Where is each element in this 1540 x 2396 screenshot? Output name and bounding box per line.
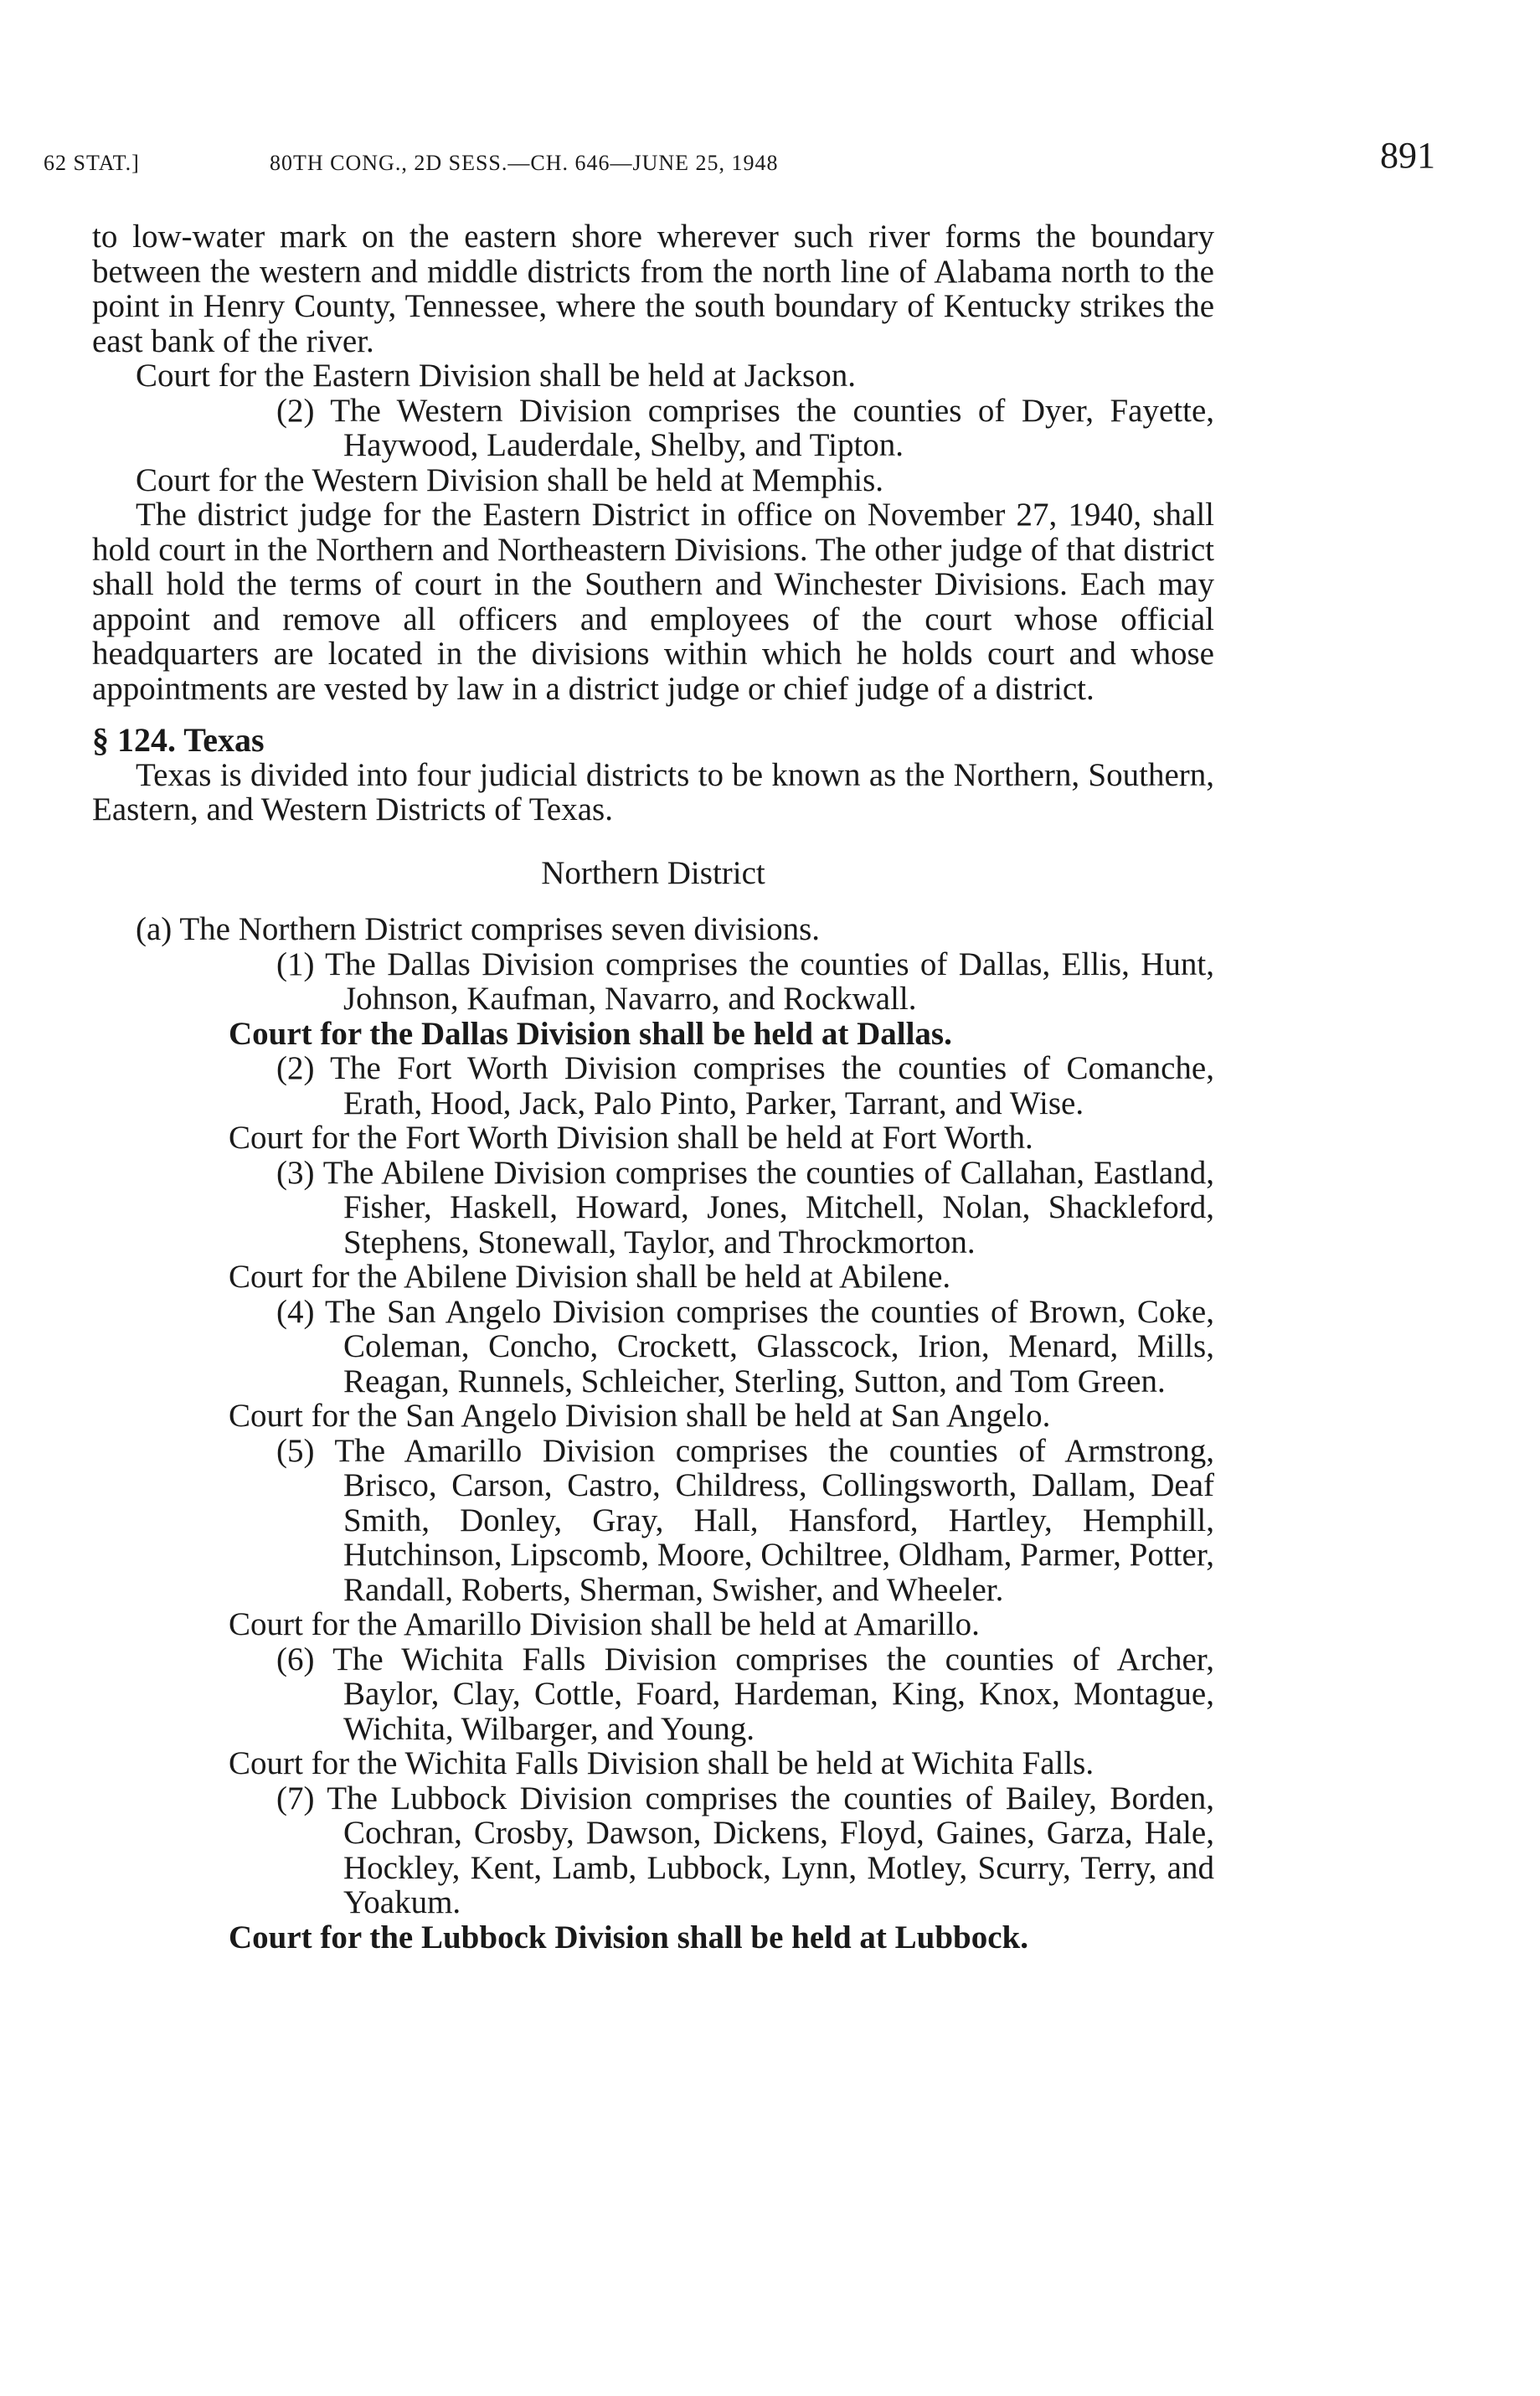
division-description: (2) The Fort Worth Division comprises the counties of Comanche, Erath, Hood, Jack, Palo Pinto, Parker, Tarrant, and Wise. (276, 1050, 1214, 1121)
district-subheading: Northern District (541, 854, 765, 891)
district-lead: (a) The Northern District comprises seven divisions. (136, 911, 821, 947)
section-heading: § 124. Texas (92, 721, 265, 759)
court-location: Court for the Fort Worth Division shall be held at Fort Worth. (229, 1120, 1033, 1156)
division-description: (2) The Western Division comprises the counties of Dyer, Fayette, Haywood, Lauderdale, Shelby, and Tipton. (276, 392, 1214, 463)
court-location: Court for the Dallas Division shall be held at Dallas. (229, 1015, 952, 1052)
court-location: Court for the Eastern Division shall be held at Jackson. (136, 358, 856, 394)
court-location: Court for the Wichita Falls Division shall be held at Wichita Falls. (229, 1745, 1094, 1781)
section-intro: Texas is divided into four judicial districts to be known as the Northern, Southern, Eastern, and Western Districts of Texas. (92, 756, 1214, 827)
court-location: Court for the Amarillo Division shall be held at Amarillo. (229, 1606, 980, 1642)
court-location: Court for the Abilene Division shall be held at Abilene. (229, 1259, 951, 1295)
court-location: Court for the Western Division shall be held at Memphis. (136, 461, 884, 498)
division-description: (3) The Abilene Division comprises the counties of Callahan, Eastland, Fisher, Haskell, Howard, Jones, Mitchell, Nolan, Shackleford, Stephens, Stonewall, Taylor, and Throckmorton. (276, 1154, 1214, 1260)
division-description: (4) The San Angelo Division comprises the counties of Brown, Coke, Coleman, Concho, Crockett, Glasscock, Irion, Menard, Mills, Reagan, Runnels, Schleicher, Sterling, Sutton, and Tom Green. (276, 1293, 1214, 1399)
division-description: (7) The Lubbock Division comprises the counties of Bailey, Borden, Cochran, Crosby, Dawson, Dickens, Floyd, Gaines, Garza, Hale, Hockley, Kent, Lamb, Lubbock, Lynn, Motley, Scurry, Terry, and Yoakum. (276, 1780, 1214, 1920)
running-header-left: 62 STAT.] (44, 151, 140, 175)
court-location: Court for the San Angelo Division shall be held at San Angelo. (229, 1398, 1051, 1434)
page-body (92, 219, 1214, 1955)
page-number: 891 (1380, 135, 1435, 176)
division-description: (1) The Dallas Division comprises the counties of Dallas, Ellis, Hunt, Johnson, Kaufman, Navarro, and Rockwall. (276, 946, 1214, 1017)
judge-paragraph: The district judge for the Eastern District in office on November 27, 1940, shall hold court in the Northern and Northeastern Divisions. The other judge of that district shall hold the terms of court in the Southern and Winchester Divisions. Each may appoint and remove all officers and employees of the court whose official headquarters are located in the divisions within which he holds court and whose appointments are vested by law in a district judge or chief judge of a district. (92, 497, 1214, 707)
running-header-center: 80TH CONG., 2D SESS.—CH. 646—JUNE 25, 1948 (270, 151, 779, 175)
court-location: Court for the Lubbock Division shall be held at Lubbock. (229, 1919, 1028, 1955)
division-description: (6) The Wichita Falls Division comprises the counties of Archer, Baylor, Clay, Cottle, Foard, Hardeman, King, Knox, Montague, Wichita, Wilbarger, and Young. (276, 1641, 1214, 1747)
division-description: (5) The Amarillo Division comprises the counties of Armstrong, Brisco, Carson, Castro, Childress, Collingsworth, Dallam, Deaf Smith, Donley, Gray, Hall, Hansford, Hartley, Hemphill, Hutchinson, Lipscomb, Moore, Ochiltree, Oldham, Parmer, Potter, Randall, Roberts, Sherman, Swisher, and Wheeler. (276, 1432, 1214, 1608)
continued-paragraph: to low-water mark on the eastern shore wherever such river forms the boundary between the western and middle districts from the north line of Alabama north to the point in Henry County, Tennessee, where the south boundary of Kentucky strikes the east bank of the river. (92, 219, 1214, 359)
